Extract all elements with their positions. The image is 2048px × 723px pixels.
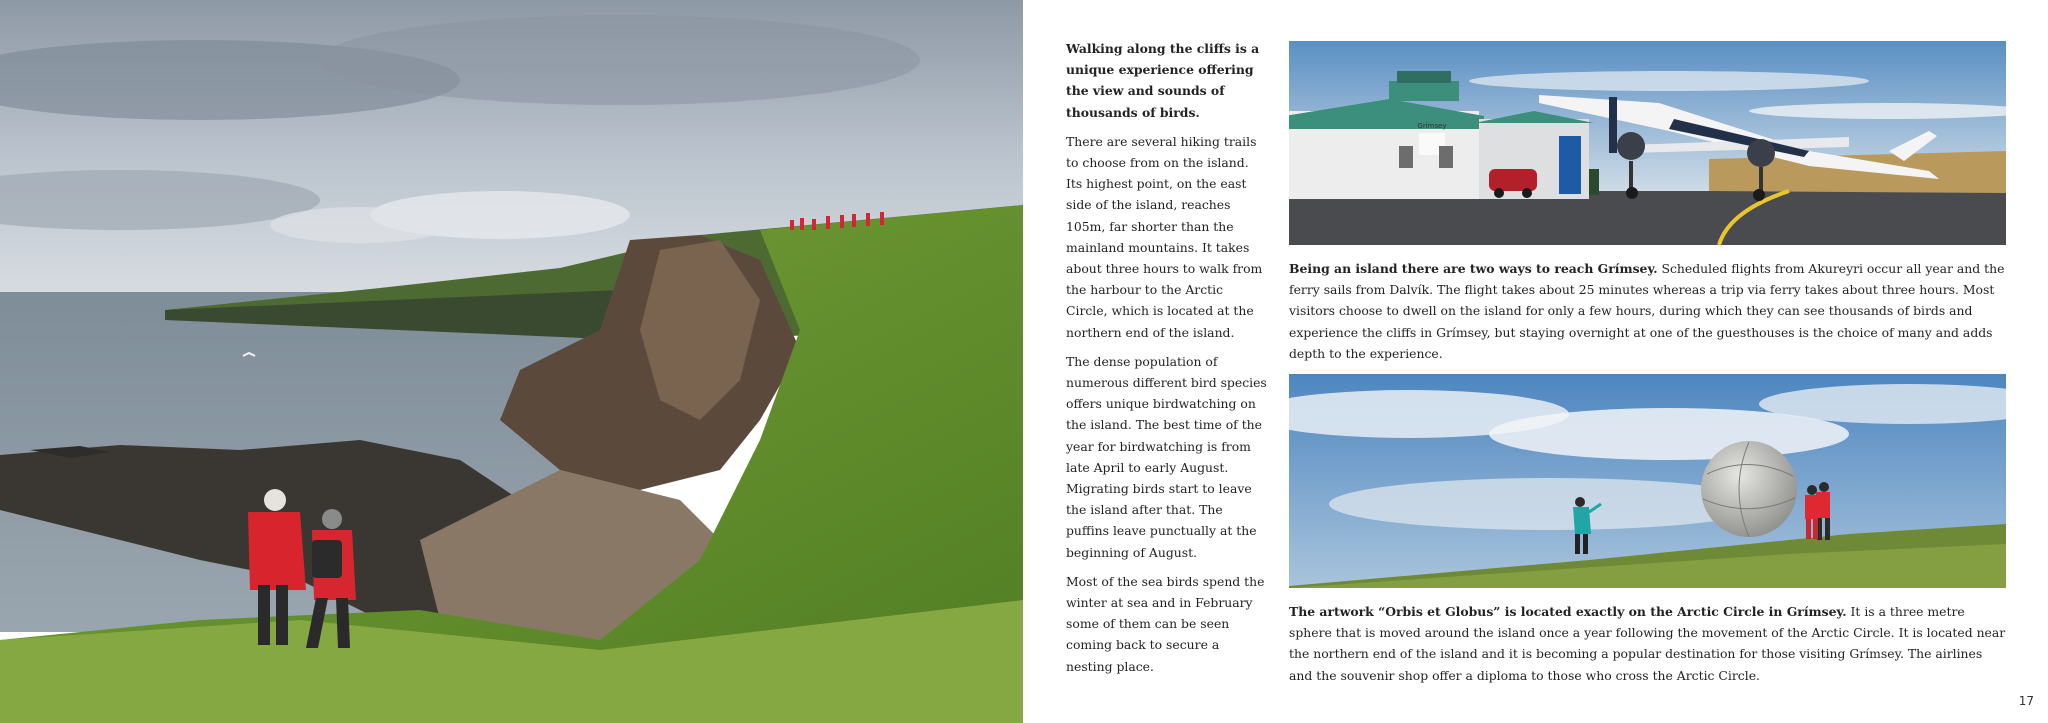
intro-paragraph-winter: Most of the sea birds spend the winter at sea and in February some of them can be seen coming back to secure a nesting place.	[1066, 573, 1265, 674]
orbis-et-globus-photo	[1289, 374, 2006, 588]
intro-column	[1066, 38, 1268, 685]
page-number: 17	[2018, 694, 2034, 708]
airport-caption-text: Scheduled flights from Akureyri occur all year and the ferry sails from Dalvík. The flight takes about 25 minutes whereas a trip via ferry takes about three hours. Most visitors choose to dwell on the island for only a few hours, during which they can see thousands of birds and experience the cliffs in Grímsey, but staying overnight at one of the guesthouses is the choice of many and adds depth to the experience.	[1289, 261, 2005, 361]
intro-lead: Walking along the cliffs is a unique experience offering the view and sounds of thousands of birds.	[1066, 41, 1260, 120]
airport-caption	[1289, 258, 2009, 364]
intro-paragraph-hiking: There are several hiking trails to choose from on the island. Its highest point, on the east side of the island, reaches 105m, far shorter than the mainland mountains. It takes about three hours to walk from the harbour to the Arctic Circle, which is located at the northern end of the island.	[1066, 133, 1263, 340]
cliff-hikers-photo	[0, 0, 1023, 723]
airport-plane-photo	[1289, 41, 2006, 245]
globe-caption-text: It is a three metre sphere that is moved around the island once a year following the movement of the Arctic Circle. It is located near the northern end of the island and it is becoming a popular destination for those visiting Grímsey. The airlines and the souvenir shop offer a diploma to those who cross the Arctic Circle.	[1289, 604, 2006, 683]
airport-caption-bold: Being an island there are two ways to reach Grímsey.	[1289, 261, 1658, 276]
globe-caption-bold: The artwork “Orbis et Globus” is located exactly on the Arctic Circle in Grímsey.	[1289, 604, 1847, 619]
intro-paragraph-birds: The dense population of numerous different bird species offers unique birdwatching on the island. The best time of the year for birdwatching is from late April to early August. Migrating birds start to leave the island after that. The puffins leave punctually at the beginning of August.	[1066, 353, 1267, 560]
airport-sign: Grímsey	[1417, 122, 1447, 130]
globe-caption	[1289, 601, 2009, 686]
